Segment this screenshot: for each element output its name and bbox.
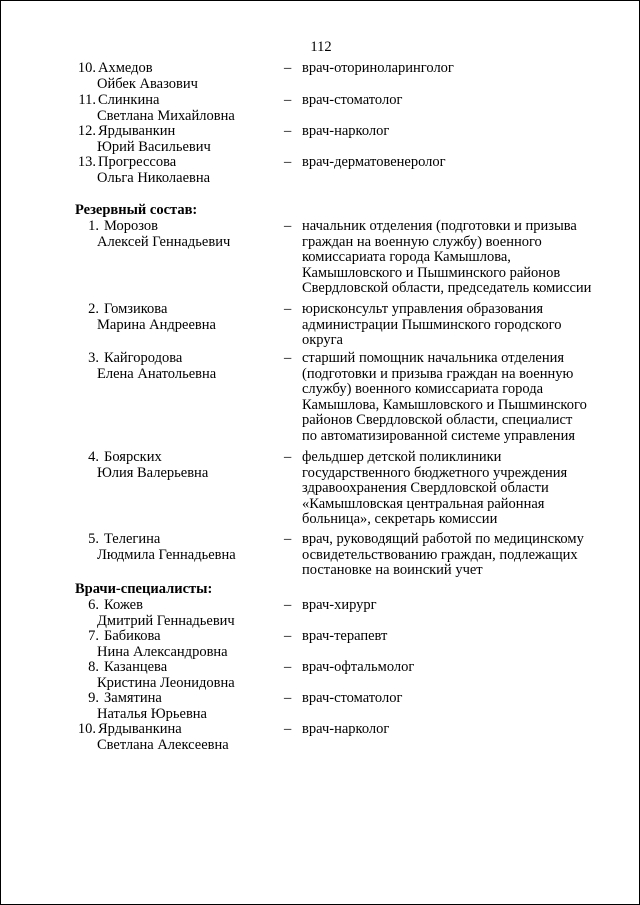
item-role: врач-стоматолог: [302, 92, 403, 108]
dash: –: [284, 597, 292, 613]
item-number: 2.: [88, 301, 99, 317]
item-role: врач-офтальмолог: [302, 659, 415, 675]
item-role: врач-стоматолог: [302, 690, 403, 706]
item-number: 1.: [88, 218, 99, 234]
item-given-name: Юлия Валерьевна: [97, 464, 209, 481]
dash: –: [284, 449, 292, 465]
item-role-line: старший помощник начальника отделения: [302, 350, 565, 366]
dash: –: [284, 123, 292, 139]
item-number: 9.: [88, 690, 99, 706]
dash: –: [284, 154, 292, 170]
item-number: 6.: [88, 597, 99, 613]
item-surname: Боярских: [104, 449, 162, 465]
item-role-line: Камышловского и Пышминского районов: [302, 264, 561, 281]
item-surname: Телегина: [104, 531, 161, 547]
item-role-line: фельдшер детской поликлиники: [302, 449, 502, 465]
item-given-name: Дмитрий Геннадьевич: [97, 612, 235, 629]
item-surname: Замятина: [104, 690, 162, 706]
dash: –: [284, 350, 292, 366]
item-number: 10.: [77, 60, 96, 76]
item-surname: Бабикова: [104, 628, 161, 644]
item-role-line: государственного бюджетного учреждения: [302, 464, 568, 481]
item-surname: Кожев: [104, 597, 143, 613]
item-role-line: юрисконсульт управления образования: [302, 301, 544, 317]
item-role: врач-оториноларинголог: [302, 60, 454, 76]
dash: –: [284, 659, 292, 675]
item-given-name: Ойбек Авазович: [97, 75, 198, 92]
item-role-line: администрации Пышминского городского: [302, 316, 562, 333]
item-role-line: округа: [302, 332, 343, 349]
item-role-line: освидетельствованию граждан, подлежащих: [302, 546, 578, 563]
dash: –: [284, 690, 292, 706]
item-role-line: службу) военного комиссариата города: [302, 381, 544, 398]
item-role-line: Камышлова, Камышловского и Пышминского: [302, 396, 587, 413]
item-number: 7.: [88, 628, 99, 644]
item-number: 12.: [77, 123, 96, 139]
item-role-line: комиссариата города Камышлова,: [302, 249, 511, 266]
item-role-line: по автоматизированной системе управления: [302, 427, 575, 444]
item-surname: Прогрессова: [98, 154, 177, 170]
item-number: 4.: [88, 449, 99, 465]
item-surname: Ахмедов: [98, 60, 153, 76]
item-role-line: «Камышловская центральная районная: [302, 495, 545, 512]
dash: –: [284, 218, 292, 234]
item-given-name: Марина Андреевна: [97, 316, 216, 333]
item-role-line: постановке на воинский учет: [302, 562, 483, 579]
dash: –: [284, 301, 292, 317]
dash: –: [284, 92, 292, 108]
item-surname: Слинкина: [98, 92, 160, 108]
item-role: врач-нарколог: [302, 123, 390, 139]
item-number: 11.: [78, 92, 96, 108]
item-surname: Казанцева: [104, 659, 168, 675]
item-surname: Морозов: [104, 218, 159, 234]
item-given-name: Алексей Геннадьевич: [97, 233, 231, 250]
item-given-name: Нина Александровна: [97, 643, 228, 660]
dash: –: [284, 60, 292, 76]
item-given-name: Юрий Васильевич: [97, 138, 211, 155]
item-given-name: Наталья Юрьевна: [97, 705, 207, 722]
item-number: 8.: [88, 659, 99, 675]
item-role-line: начальник отделения (подготовки и призыва: [302, 218, 577, 234]
item-given-name: Кристина Леонидовна: [97, 674, 235, 691]
item-role: врач-хирург: [302, 597, 377, 613]
item-number: 13.: [77, 154, 96, 170]
item-number: 10.: [77, 721, 96, 737]
dash: –: [284, 531, 292, 547]
item-surname: Ярдыванкин: [98, 123, 176, 139]
item-role-line: больница», секретарь комиссии: [302, 511, 498, 528]
item-surname: Ярдыванкина: [98, 721, 182, 737]
item-role-line: районов Свердловской области, специалист: [302, 412, 573, 429]
item-role-line: Свердловской области, председатель комиссии: [302, 280, 592, 297]
item-given-name: Светлана Михайловна: [97, 107, 235, 124]
item-given-name: Светлана Алексеевна: [97, 736, 229, 753]
dash: –: [284, 628, 292, 644]
doctors-heading: Врачи-специалисты:: [75, 581, 213, 597]
page-number: 112: [310, 39, 332, 55]
item-surname: Кайгородова: [104, 350, 183, 366]
item-role-line: (подготовки и призыва граждан на военную: [302, 365, 574, 382]
item-role: врач-дерматовенеролог: [302, 154, 446, 170]
item-role: врач-терапевт: [302, 628, 388, 644]
item-given-name: Ольга Николаевна: [97, 169, 211, 186]
item-given-name: Людмила Геннадьевна: [97, 546, 236, 563]
item-role-line: граждан на военную службу) военного: [302, 233, 542, 250]
item-role: врач-нарколог: [302, 721, 390, 737]
item-surname: Гомзикова: [104, 301, 168, 317]
reserve-heading: Резервный состав:: [75, 202, 198, 218]
item-number: 5.: [88, 531, 99, 547]
item-role-line: здравоохранения Свердловской области: [302, 480, 549, 497]
item-role-line: врач, руководящий работой по медицинскому: [302, 531, 584, 547]
item-number: 3.: [88, 350, 99, 366]
item-given-name: Елена Анатольевна: [97, 365, 217, 382]
dash: –: [284, 721, 292, 737]
